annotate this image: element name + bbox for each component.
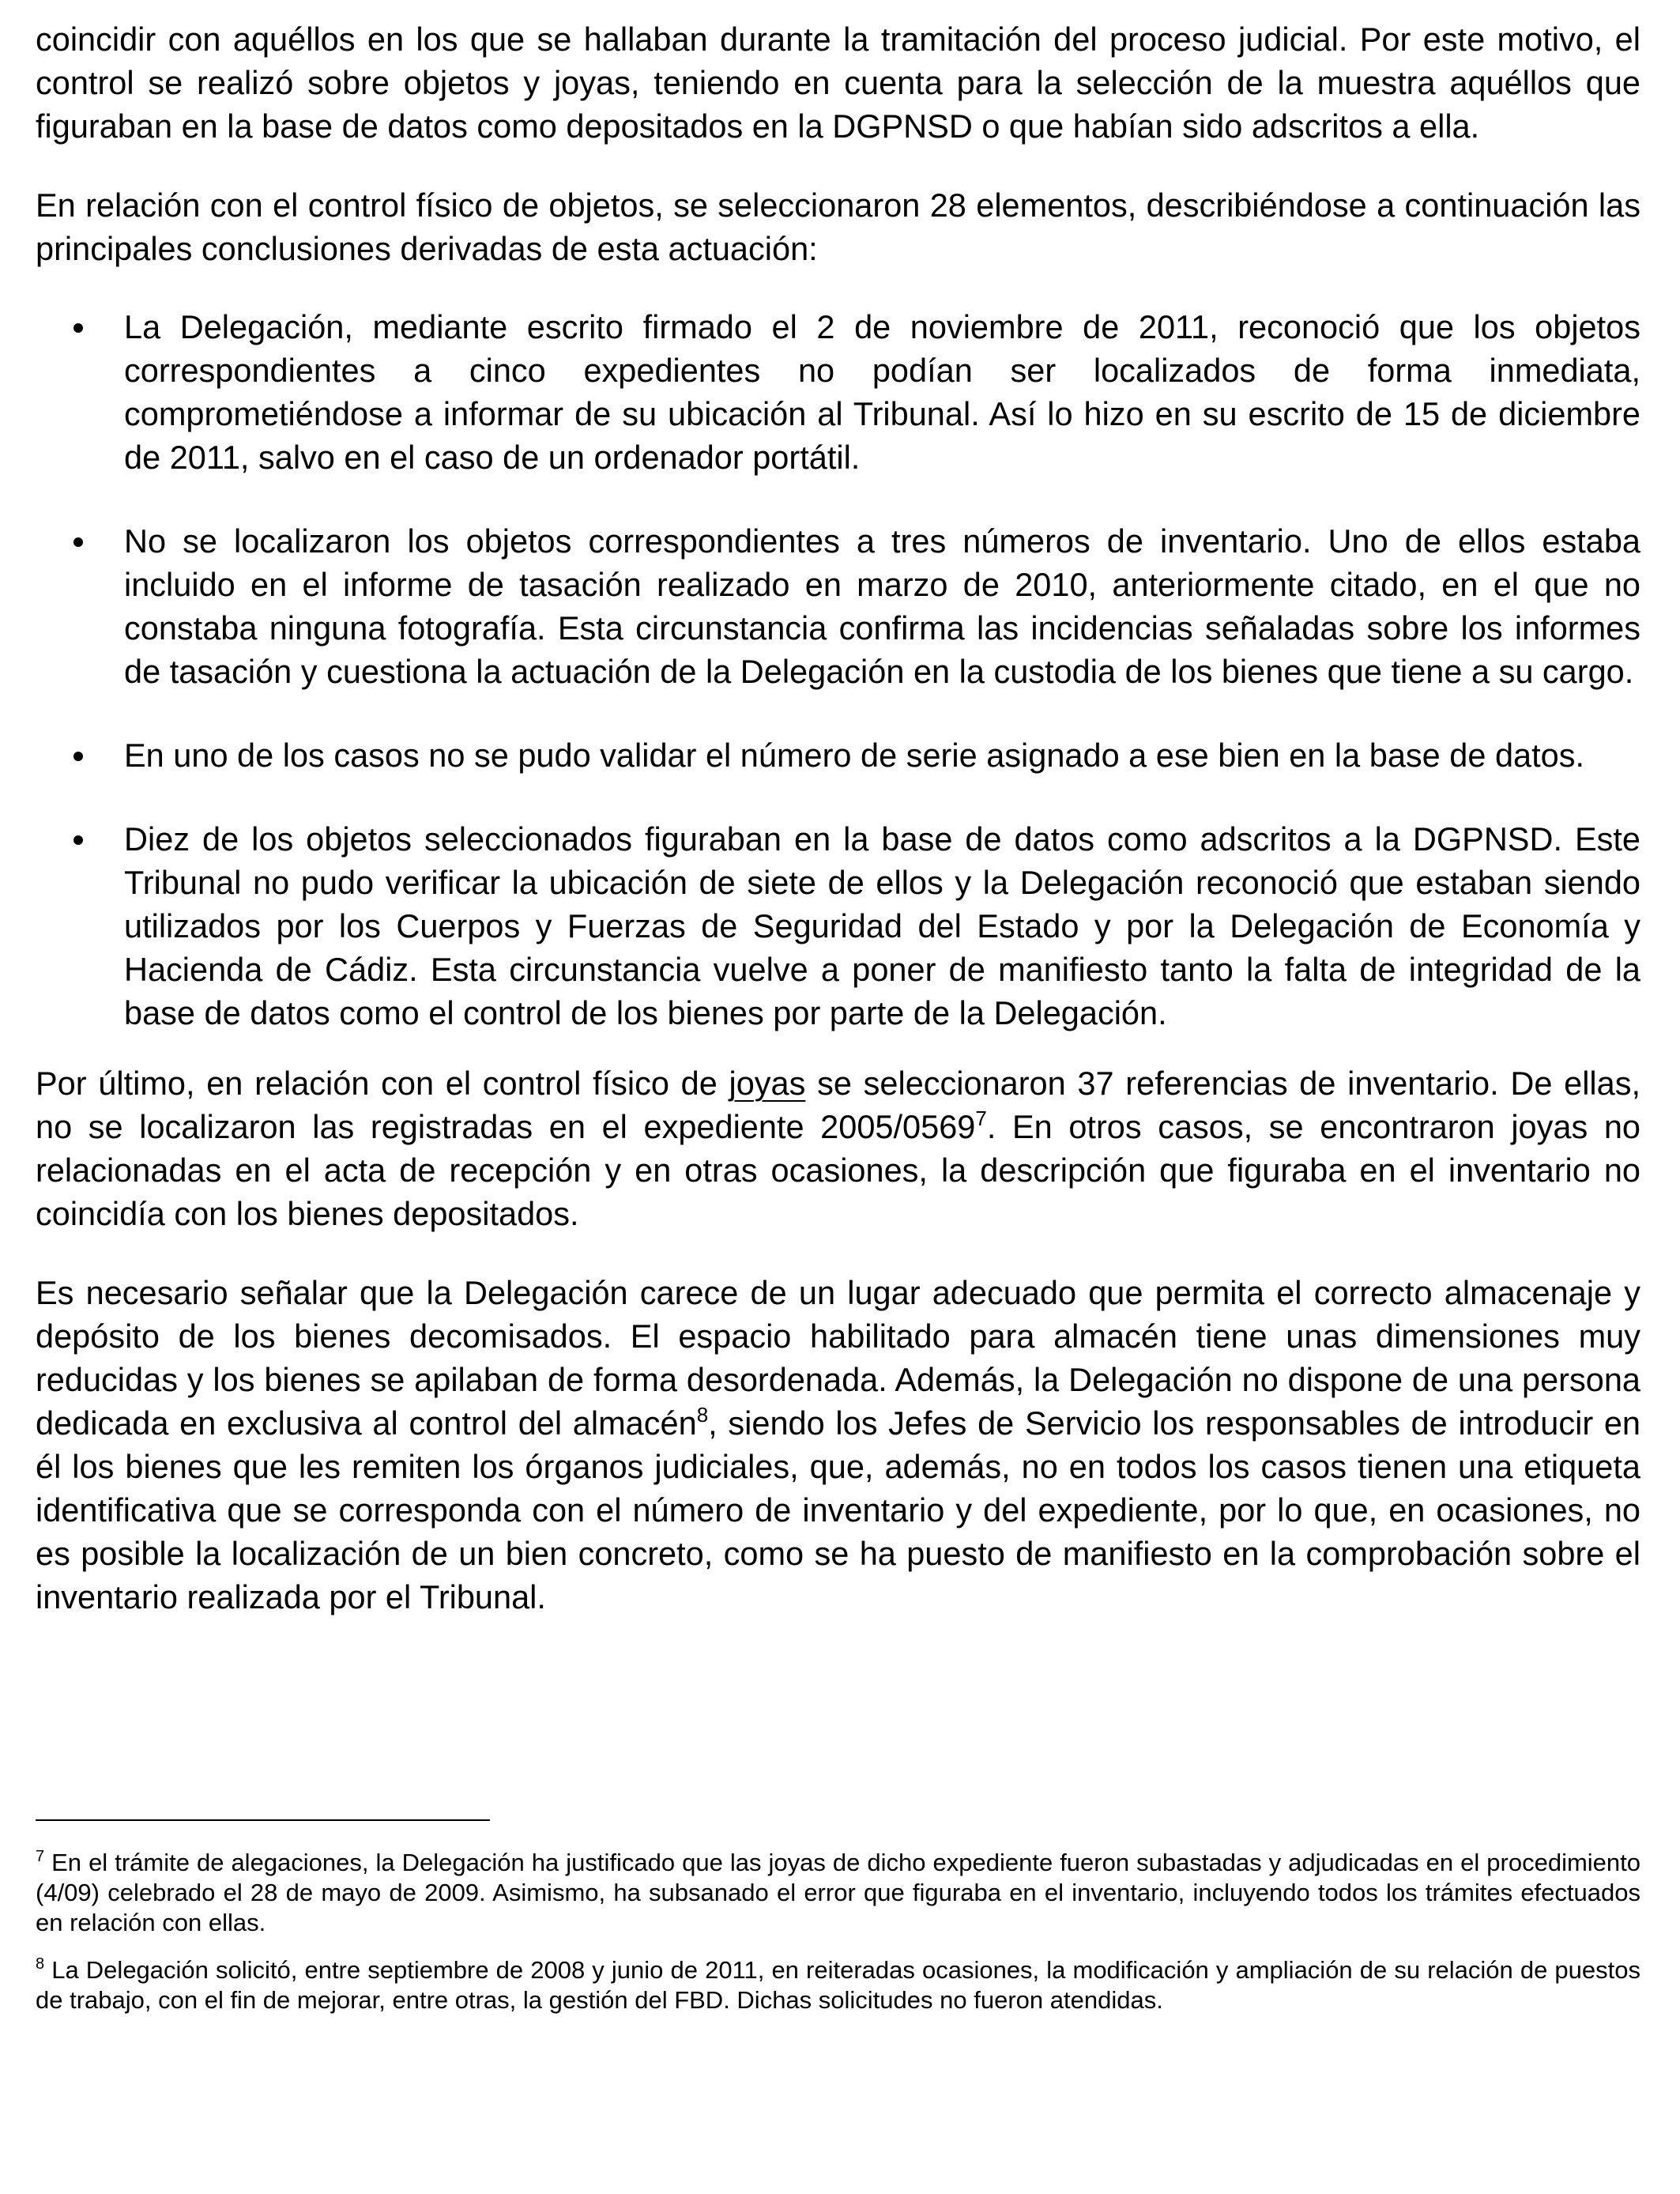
bullet-icon — [73, 323, 83, 333]
bullet-icon — [73, 537, 83, 547]
footnote-8 — [36, 1955, 1640, 2015]
paragraph-1: coincidir con aquéllos en los que se hallaban durante la tramitación del proceso judicial. Por este motivo, el control se realizó sobre objetos y joyas, teniendo en cuenta para la selección de la muestra aquéllos que figuraban en la base de datos como depositados en la DGPNSD o que habían sido adscritos a ella. — [36, 21, 1640, 145]
bullet-icon — [73, 835, 83, 845]
paragraph-4-text-b: , siendo los Jefes de Servicio los responsables de introducir en él los bienes que les remiten los órganos judiciales, que, además, no en todos los casos tienen una etiqueta identificativa que se corresponda con el número de inventario y del expediente, por lo que, en ocasiones, no es posible la localización de un bien concreto, como se ha puesto de manifiesto en la comprobación sobre el inventario realizada por el Tribunal. — [36, 1404, 1641, 1615]
footnote-text: La Delegación solicitó, entre septiembre de 2008 y junio de 2011, en reiteradas ocasiones, la modificación y ampliación de su relación de puestos de trabajo, con el fin de mejorar, entre otras, la gestión del FBD. Dichas solicitudes no fueron atendidas. — [36, 1956, 1640, 2014]
list-item — [36, 817, 1640, 1035]
list-item — [36, 305, 1640, 479]
bullet-text: La Delegación, mediante escrito firmado el 2 de noviembre de 2011, reconoció que los objetos correspondientes a cinco expedientes no podían ser localizados de forma inmediata, comprometiéndose a informar de su ubicación al Tribunal. Así lo hizo en su escrito de 15 de diciembre de 2011, salvo en el caso de un ordenador portátil. — [124, 308, 1640, 476]
bullet-text: No se localizaron los objetos correspondientes a tres números de inventario. Uno de ellos estaba incluido en el informe de tasación realizado en marzo de 2010, anteriormente citado, en el que no constaba ninguna fotografía. Esta circunstancia confirma las incidencias señaladas sobre los informes de tasación y cuestiona la actuación de la Delegación en la custodia de los bienes que tiene a su cargo. — [124, 522, 1640, 690]
bullet-text: Diez de los objetos seleccionados figuraban en la base de datos como adscritos a la DGPNSD. Este Tribunal no pudo verificar la ubicación de siete de ellos y la Delegación reconoció que estaban siendo utilizados por los Cuerpos y Fuerzas de Seguridad del Estado y por la Delegación de Economía y Hacienda de Cádiz. Esta circunstancia vuelve a poner de manifiesto tanto la falta de integridad de la base de datos como el control de los bienes por parte de la Delegación. — [124, 820, 1640, 1031]
list-item — [36, 519, 1640, 693]
paragraph-4 — [36, 1271, 1640, 1619]
list-item — [36, 733, 1640, 777]
footnotes — [36, 1848, 1640, 2015]
footnote-ref-8[interactable]: 8 — [696, 1403, 709, 1427]
paragraph-4-text-a: Es necesario señalar que la Delegación carece de un lugar adecuado que permita el correcto almacenaje y depósito de los bienes decomisados. El espacio habilitado para almacén tiene unas dimensiones muy reducidas y los bienes se apilaban de forma desordenada. Además, la Delegación no dispone de una persona dedicada en exclusiva al control del almacén — [36, 1274, 1640, 1442]
footnote-number: 7 — [36, 1848, 45, 1865]
paragraph-3 — [36, 1061, 1640, 1235]
footnote-7 — [36, 1848, 1640, 1938]
paragraph-3-text-b: se seleccionaron 37 referencias de inventario. De ellas, no se localizaron las registradas en el expediente 2005/0569 — [36, 1065, 1640, 1145]
footnote-separator — [36, 1819, 490, 1821]
bullet-icon — [73, 752, 83, 761]
paragraph-3-text-a: Por último, en relación con el control físico de — [36, 1065, 729, 1102]
bullet-list — [36, 305, 1640, 1035]
footnote-number: 8 — [36, 1955, 45, 1973]
paragraph-2: En relación con el control físico de objetos, se seleccionaron 28 elementos, describiéndose a continuación las principales conclusiones derivadas de esta actuación: — [36, 187, 1640, 267]
paragraph-3-text-c: . En otros casos, se encontraron joyas no relacionadas en el acta de recepción y en otras ocasiones, la descripción que figuraba en el inventario no coincidía con los bienes depositados. — [36, 1108, 1640, 1232]
footnote-text: En el trámite de alegaciones, la Delegación ha justificado que las joyas de dicho expediente fueron subastadas y adjudicadas en el procedimiento (4/09) celebrado el 28 de mayo de 2009. Asimismo, ha subsanado el error que figuraba en el inventario, incluyendo todos los trámites efectuados en relación con ellas. — [36, 1849, 1640, 1936]
underlined-word: joyas — [729, 1065, 806, 1102]
bullet-text: En uno de los casos no se pudo validar el número de serie asignado a ese bien en la base de datos. — [124, 737, 1585, 774]
footnote-ref-7[interactable]: 7 — [975, 1106, 987, 1130]
